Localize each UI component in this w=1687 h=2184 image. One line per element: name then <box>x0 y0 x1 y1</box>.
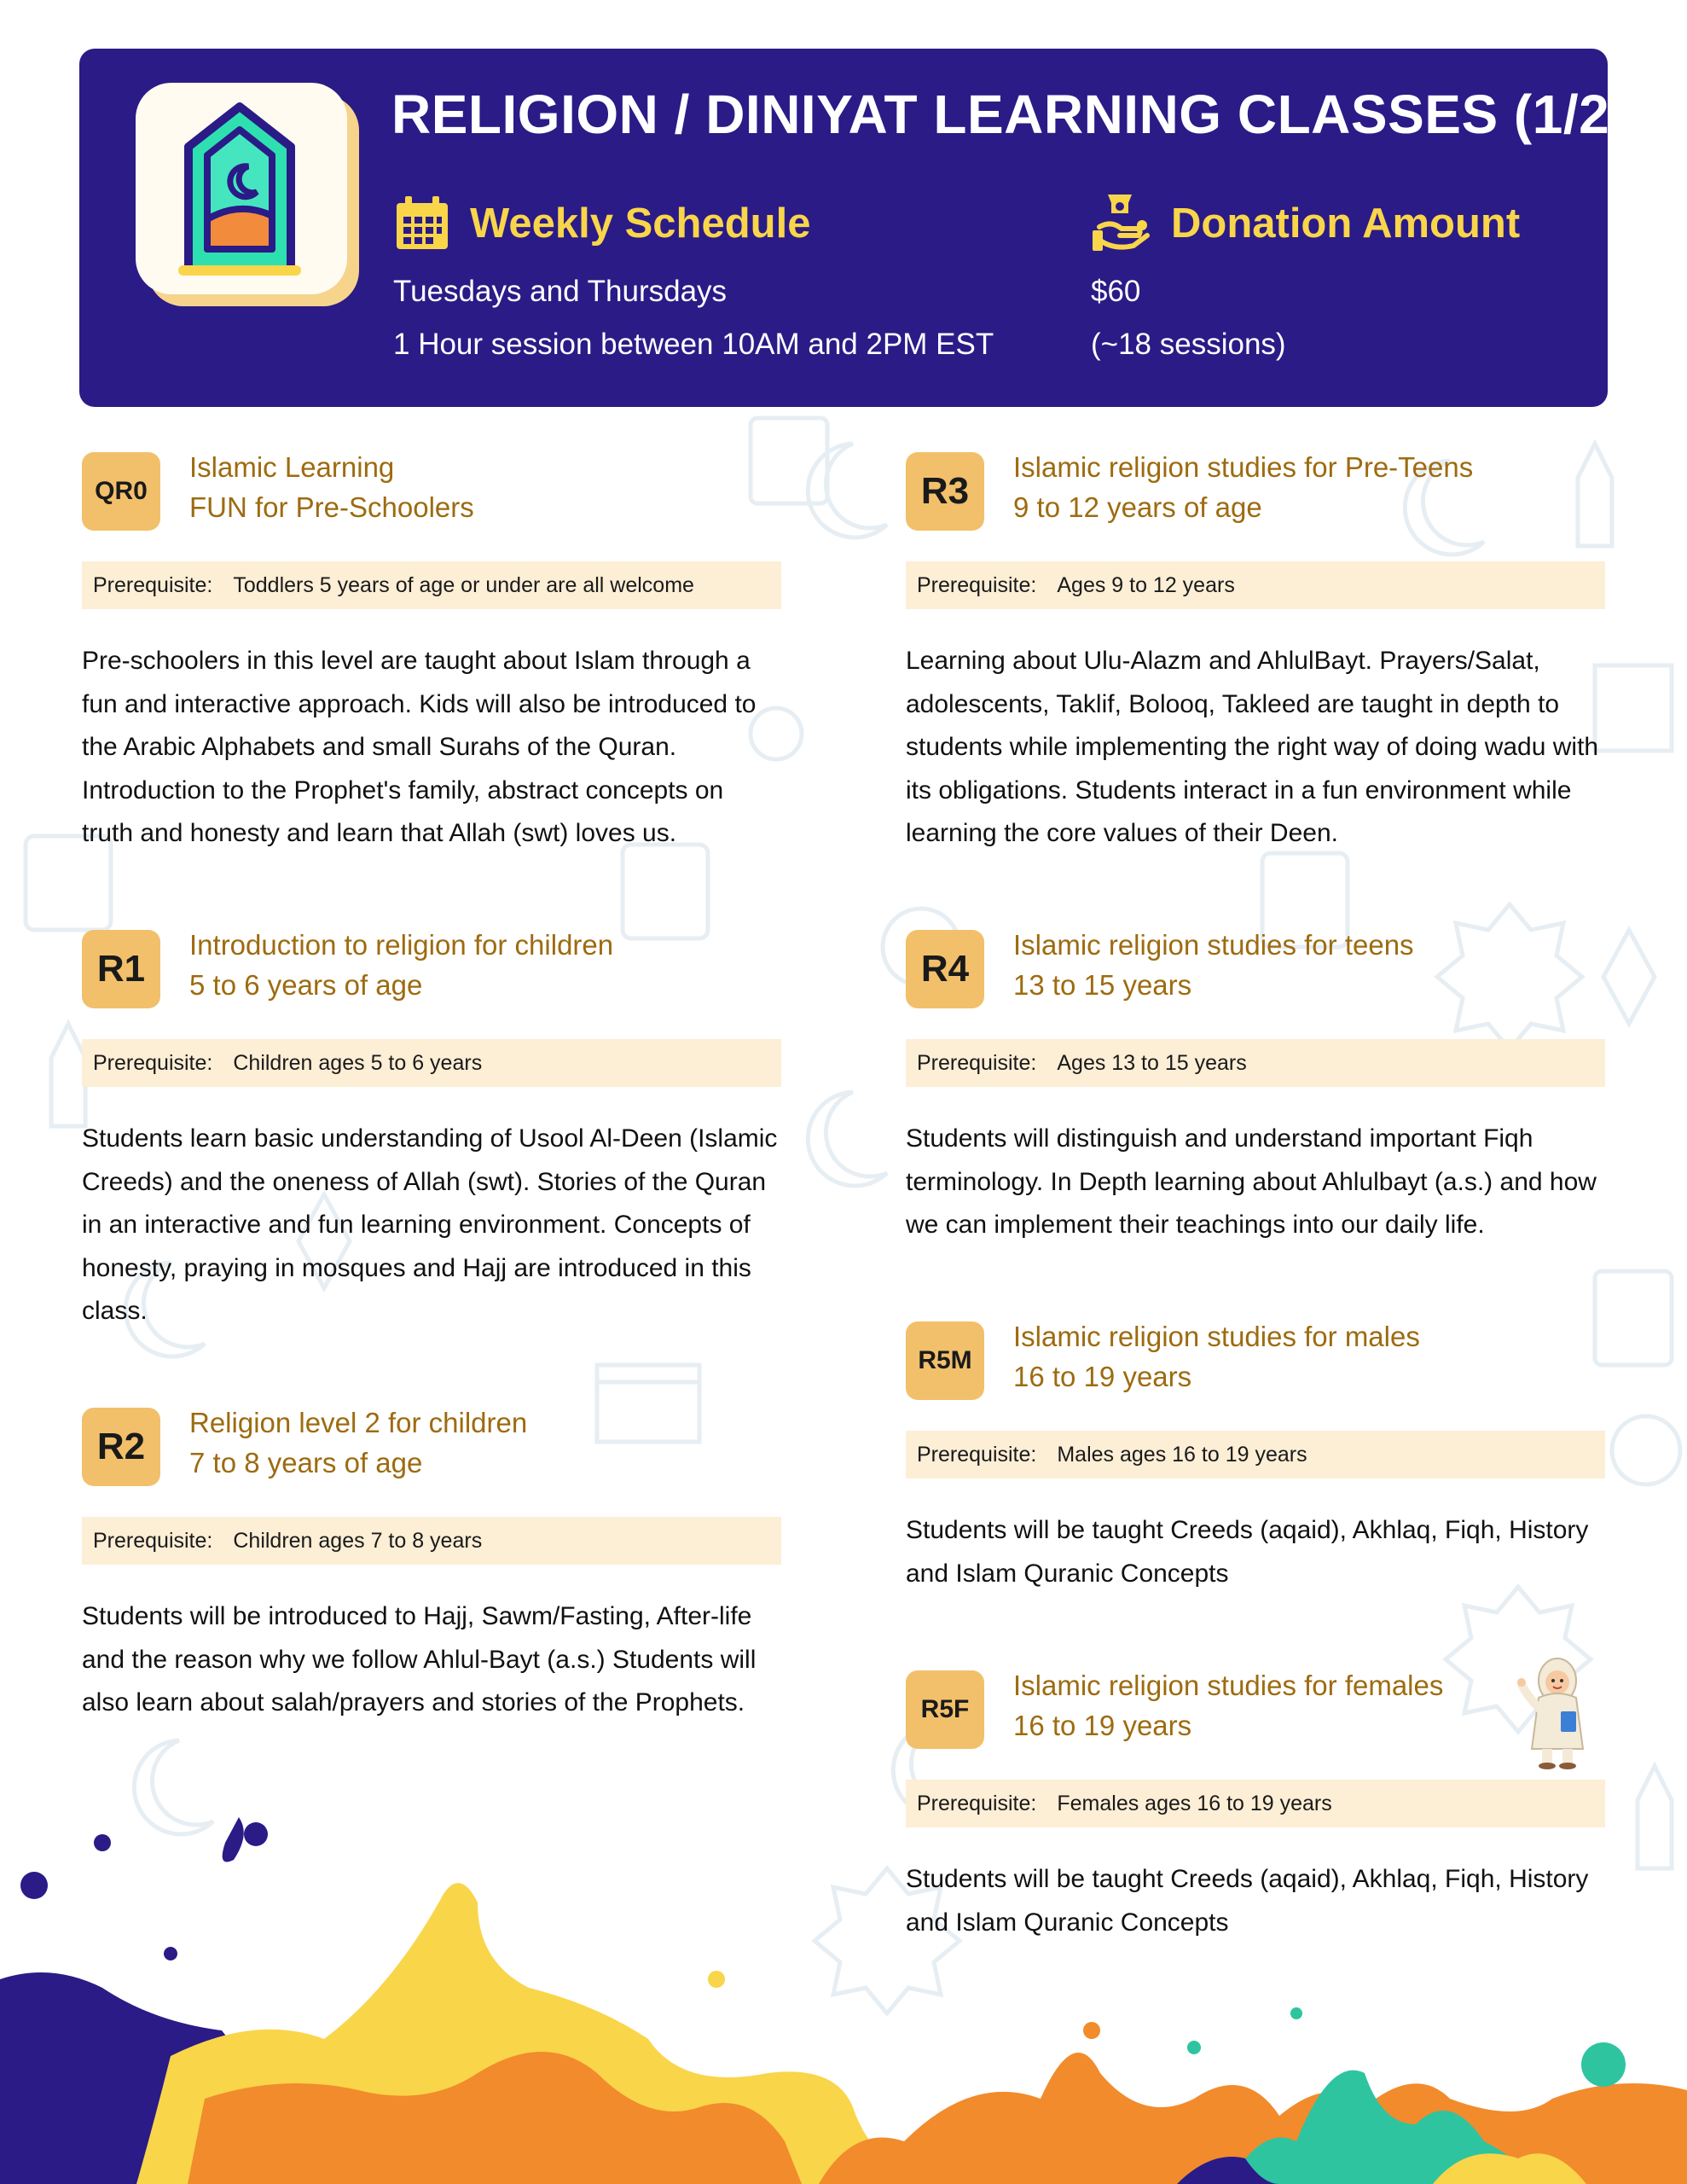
course-code-badge: QR0 <box>82 452 160 531</box>
course-description: Students will be taught Creeds (aqaid), Akhlaq, Fiqh, History and Islam Quranic Concepts <box>906 1865 1589 1937</box>
course-description: Students will be introduced to Hajj, Sawm/Fasting, After-life and the reason why we follow Ahlul-Bayt (a.s.) Students will also learn about salah/prayers and stories of the Prophets. <box>82 1602 757 1716</box>
prerequisite-bar <box>82 1517 781 1565</box>
course-title-line1: Islamic religion studies for teens <box>1013 929 1414 961</box>
course-description: Learning about Ulu-Alazm and AhlulBayt. Prayers/Salat, adolescents, Taklif, Bolooq, Takleed are taught in depth to students while implementing the right way of doing wadu with its obligations. Students interact in a fun environment while learning the core values of their Deen. <box>906 647 1599 847</box>
course-title <box>189 447 474 527</box>
prerequisite-text: Females ages 16 to 19 years <box>1057 1791 1332 1815</box>
prerequisite-label: Prerequisite: <box>917 1791 1037 1815</box>
course-title-line1: Islamic religion studies for Pre-Teens <box>1013 451 1474 483</box>
weekly-schedule <box>393 189 994 362</box>
course-title-line2: FUN for Pre-Schoolers <box>189 491 474 523</box>
course-title <box>189 1403 527 1483</box>
prerequisite-text: Toddlers 5 years of age or under are all welcome <box>233 572 694 597</box>
prerequisite-label: Prerequisite: <box>93 1528 213 1553</box>
course-title-line2: 13 to 15 years <box>1013 969 1192 1001</box>
course-code-badge: R5M <box>906 1321 984 1400</box>
course-title-line1: Introduction to religion for children <box>189 929 614 961</box>
course-code-badge: R2 <box>82 1408 160 1486</box>
course-title-line2: 16 to 19 years <box>1013 1361 1192 1392</box>
prerequisite-label: Prerequisite: <box>917 1442 1037 1467</box>
donation-amount <box>1091 189 1520 362</box>
course-title-line2: 7 to 8 years of age <box>189 1447 423 1478</box>
schedule-heading: Weekly Schedule <box>470 200 811 247</box>
donation-amount-value: $60 <box>1091 275 1141 308</box>
course-r2 <box>82 1408 781 1725</box>
logo-tile <box>136 83 347 294</box>
prerequisite-label: Prerequisite: <box>917 1050 1037 1075</box>
course-description: Students will be taught Creeds (aqaid), Akhlaq, Fiqh, History and Islam Quranic Concepts <box>906 1516 1589 1588</box>
course-title-line1: Religion level 2 for children <box>189 1407 528 1438</box>
course-code-badge: R5F <box>906 1670 984 1749</box>
course-code-badge: R3 <box>906 452 984 531</box>
prerequisite-text: Ages 9 to 12 years <box>1057 572 1235 597</box>
course-title <box>1013 1316 1420 1397</box>
prerequisite-bar <box>906 1039 1605 1087</box>
prerequisite-text: Children ages 7 to 8 years <box>233 1528 483 1553</box>
mosque-logo-icon <box>171 100 308 279</box>
course-description: Students learn basic understanding of Usool Al-Deen (Islamic Creeds) and the oneness of Allah (swt). Stories of the Quran in an interactive and fun learning environment. Concepts of honesty, praying in mosques and Hajj are introduced in this class. <box>82 1124 778 1325</box>
prerequisite-text: Children ages 5 to 6 years <box>233 1050 483 1075</box>
prerequisite-bar <box>82 1039 781 1087</box>
course-r1 <box>82 930 781 1333</box>
prerequisite-label: Prerequisite: <box>917 572 1037 597</box>
course-title-line2: 16 to 19 years <box>1013 1710 1192 1741</box>
prerequisite-bar <box>906 1780 1605 1827</box>
prerequisite-bar <box>906 561 1605 609</box>
course-r5m <box>906 1321 1605 1595</box>
course-r3 <box>906 452 1605 856</box>
course-title <box>189 925 613 1005</box>
girl-illustration <box>1510 1653 1603 1773</box>
page-title: RELIGION / DINIYAT LEARNING CLASSES (1/2) <box>391 84 1628 145</box>
course-description: Pre-schoolers in this level are taught about Islam through a fun and interactive approach. Kids will also be introduced to the Arabic Alphabets and small Surahs of the Quran. Introduction to the Prophet's family, abstract concepts on truth and honesty and learn that Allah (swt) loves us. <box>82 647 757 847</box>
course-title-line1: Islamic religion studies for females <box>1013 1670 1444 1701</box>
donation-hand-icon <box>1091 193 1152 254</box>
prerequisite-text: Ages 13 to 15 years <box>1057 1050 1247 1075</box>
donation-sessions: (~18 sessions) <box>1091 328 1286 361</box>
course-code-badge: R4 <box>906 930 984 1008</box>
course-description: Students will distinguish and understand important Fiqh terminology. In Depth learning about Ahlulbayt (a.s.) and how we can implement their teachings into our daily life. <box>906 1124 1597 1239</box>
course-title-line2: 5 to 6 years of age <box>189 969 423 1001</box>
prerequisite-label: Prerequisite: <box>93 572 213 597</box>
course-title-line1: Islamic Learning <box>189 451 395 483</box>
course-qr0 <box>82 452 781 856</box>
course-title <box>1013 1665 1443 1745</box>
schedule-session: 1 Hour session between 10AM and 2PM EST <box>393 328 994 361</box>
header-banner <box>79 49 1628 407</box>
course-r5f <box>906 1670 1605 1944</box>
course-title-line2: 9 to 12 years of age <box>1013 491 1262 523</box>
course-title <box>1013 447 1473 527</box>
calendar-icon <box>393 195 451 253</box>
prerequisite-text: Males ages 16 to 19 years <box>1057 1442 1307 1467</box>
prerequisite-bar <box>82 561 781 609</box>
course-title <box>1013 925 1414 1005</box>
prerequisite-label: Prerequisite: <box>93 1050 213 1075</box>
prerequisite-bar <box>906 1431 1605 1478</box>
donation-heading: Donation Amount <box>1171 200 1521 247</box>
course-r4 <box>906 930 1605 1247</box>
schedule-days: Tuesdays and Thursdays <box>393 275 728 308</box>
course-title-line1: Islamic religion studies for males <box>1013 1321 1420 1352</box>
course-code-badge: R1 <box>82 930 160 1008</box>
